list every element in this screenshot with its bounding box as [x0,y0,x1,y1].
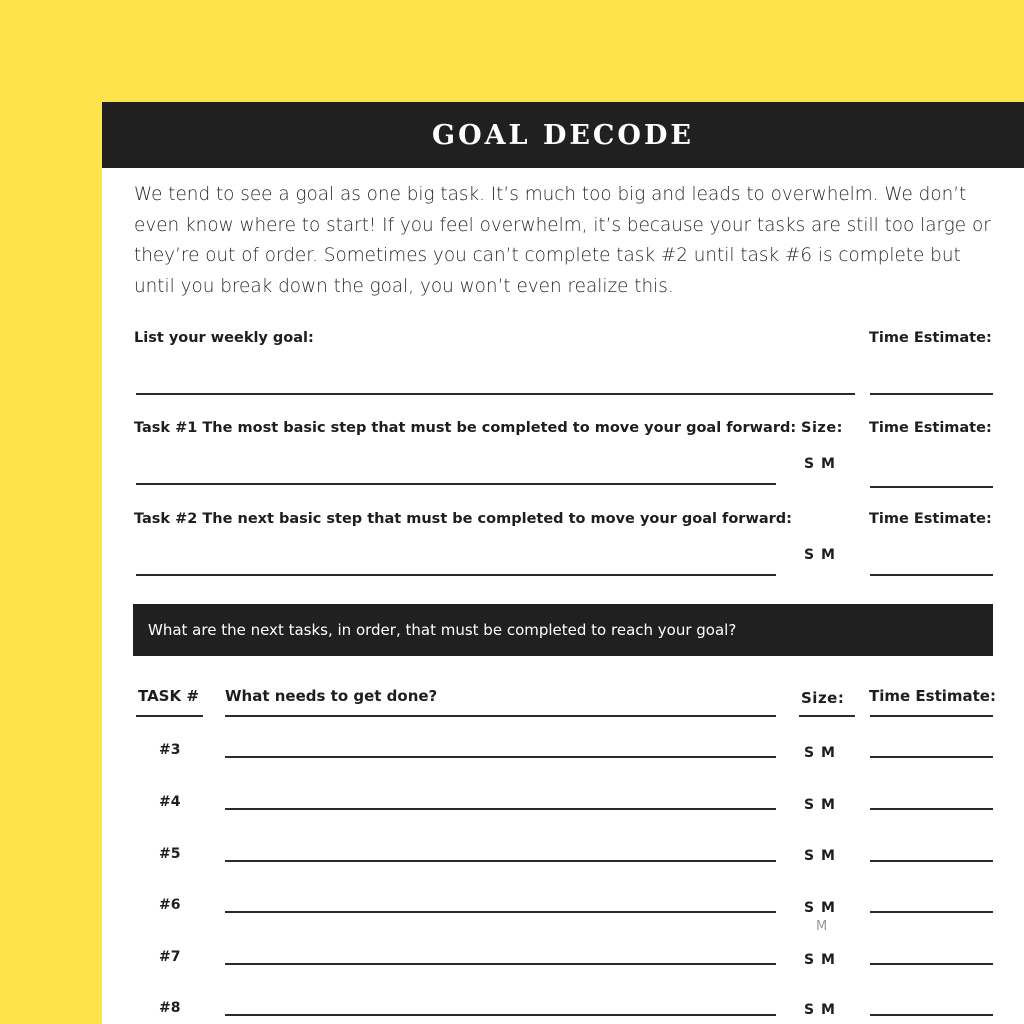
weekly-goal-label: List your weekly goal: [134,330,314,346]
col-header-time-underline [870,715,993,717]
col-header-task: TASK # [138,687,199,705]
page-title: GOAL DECODE [432,119,694,151]
task-time-line[interactable] [870,963,993,965]
task-size-options[interactable]: S M [804,900,836,916]
task-number: #7 [159,949,181,965]
task1-time-label: Time Estimate: [869,420,992,436]
task2-size-options[interactable]: S M [804,547,836,563]
col-header-size: Size: [801,689,845,707]
task2-label: Task #2 The next basic step that must be completed to move your goal forward: [134,511,792,527]
task-size-options[interactable]: S M [804,797,836,813]
task-line[interactable] [225,808,776,810]
next-tasks-banner [133,604,993,656]
task-number: #5 [159,846,181,862]
task-number: #8 [159,1000,181,1016]
col-header-what-underline [225,715,776,717]
task-line[interactable] [225,963,776,965]
weekly-goal-line[interactable] [136,393,855,395]
task-number: #3 [159,742,181,758]
col-header-size-underline [799,715,855,717]
task-size-options[interactable]: S M [804,952,836,968]
task-time-line[interactable] [870,808,993,810]
task-time-line[interactable] [870,756,993,758]
task1-size-label: Size: [801,420,843,436]
task-line[interactable] [225,860,776,862]
task1-size-options[interactable]: S M [804,456,836,472]
col-header-task-underline [136,715,203,717]
col-header-what: What needs to get done? [225,687,438,705]
task1-line[interactable] [136,483,776,485]
task-line[interactable] [225,911,776,913]
next-tasks-banner-text: What are the next tasks, in order, that must be completed to reach your goal? [148,621,737,639]
task-time-line[interactable] [870,911,993,913]
weekly-goal-time-label: Time Estimate: [869,330,992,346]
intro-paragraph: We tend to see a goal as one big task. It’s much too big and leads to overwhelm. We don’t even know where to start! If you feel overwhelm, it’s because your tasks are still too large or they’re out of order. Sometimes you can’t complete task #2 until task #6 is complete but until you break down the goal, you won’t even realize this. [134,184,991,297]
task-line[interactable] [225,756,776,758]
task-size-options[interactable]: S M [804,745,836,761]
task2-time-label: Time Estimate: [869,511,992,527]
title-bar [102,102,1024,168]
task-time-line[interactable] [870,860,993,862]
task-size-options[interactable]: S M [804,848,836,864]
task2-line[interactable] [136,574,776,576]
weekly-goal-time-line[interactable] [870,393,993,395]
task-number: #6 [159,897,181,913]
task-size-options[interactable]: S M [804,1002,836,1018]
worksheet [102,102,1024,1024]
task2-time-line[interactable] [870,574,993,576]
stray-mark: M [816,919,828,934]
col-header-time: Time Estimate: [869,687,996,705]
task-number: #4 [159,794,181,810]
task-line[interactable] [225,1014,776,1016]
task-time-line[interactable] [870,1014,993,1016]
task1-label: Task #1 The most basic step that must be completed to move your goal forward: [134,420,797,436]
task1-time-line[interactable] [870,486,993,488]
